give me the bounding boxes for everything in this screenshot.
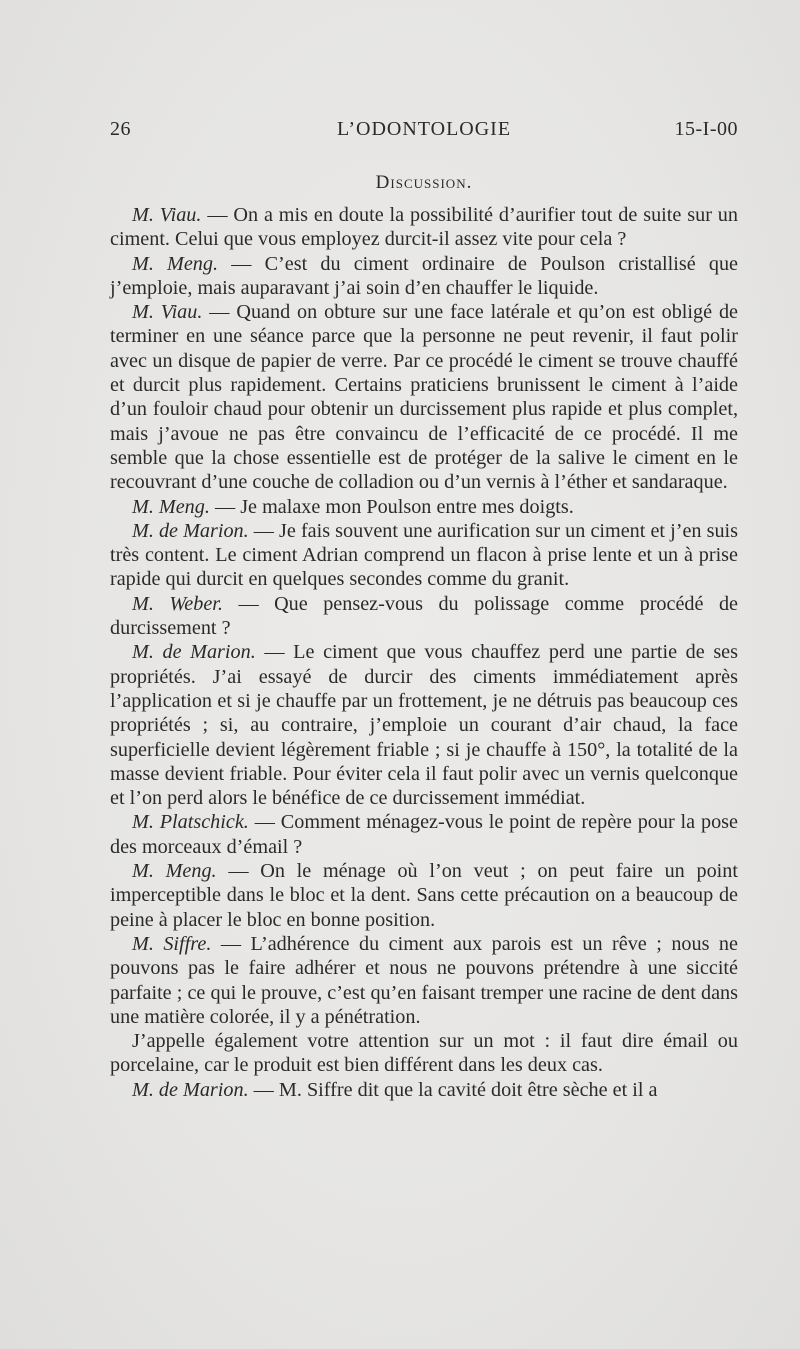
paragraph [110,300,738,494]
paragraph-text: — L’adhérence du ciment aux parois est un rêve ; nous ne pouvons pas le faire adhérer et nous ne pouvons prétendre à une siccité parfaite ; ce qui le prouve, c’est qu’en faisant tremper une racine de dent dans une matière colorée, il y a pénétration. [110,932,738,1028]
paragraph [110,252,738,301]
paragraph [110,859,738,932]
paragraph-text: — Je fais souvent une aurification sur un ciment et j’en suis très content. Le ciment Adrian comprend un flacon à prise lente et un à prise rapide qui durcit en quelques secondes comme du granit. [110,519,738,591]
paragraph [110,495,738,519]
speaker-name: M. Weber. [132,592,223,615]
speaker-name: M. de Marion. [132,1078,249,1101]
paragraph-text: — On le ménage où l’on veut ; on peut faire un point imperceptible dans le bloc et la dent. Sans cette précaution on a beaucoup de peine à placer le bloc en bonne position. [110,860,738,931]
paragraph [110,1078,738,1102]
paragraph-text: J’appelle également votre attention sur un mot : il faut dire émail ou porcelaine, car le produit est bien différent dans les deux cas. [110,1030,738,1077]
journal-title: L’ODONTOLOGIE [336,118,512,140]
speaker-name: M. de Marion. [132,519,249,542]
paragraph-text: — Je malaxe mon Poulson entre mes doigts. [209,495,574,518]
paragraph-text: — On a mis en doute la possibilité d’aurifier tout de suite sur un ciment. Celui que vous employez durcit-il assez vite pour cela ? [110,204,738,251]
paragraph-text: — Le ciment que vous chauffez perd une partie de ses propriétés. J’ai essayé de durcir des ciments immédiatement après l’application et si je chauffe par un frottement, je ne détruis pas beaucoup ces propriétés ; si, au contraire, j’emploie un courant d’air chaud, la face superficielle devient légèrement friable ; si je chauffe à 150°, la totalité de la masse devient friable. Pour éviter cela il faut polir avec un vernis quelconque et l’on perd alors le bénéfice de ce durcissement immédiat. [110,641,739,810]
speaker-name: M. Meng. [132,252,219,275]
paragraph-text: — Comment ménagez-vous le point de repère pour la pose des morceaux d’émail ? [110,811,738,858]
paragraph [110,203,738,252]
speaker-name: M. Meng. [132,495,210,518]
section-title: Discussion. [375,172,473,193]
speaker-name: M. Viau. [132,301,203,324]
paragraph [110,932,738,1029]
paragraph-text: — M. Siffre dit que la cavité doit être sèche et il a [248,1078,658,1101]
speaker-name: M. Meng. [132,860,217,883]
issue-date: 15-I-00 [674,118,738,140]
speaker-name: M. Siffre. [132,932,212,955]
speaker-name: M. Viau. [132,204,202,226]
page-number: 26 [110,118,131,140]
paragraph [110,640,738,810]
paragraph [110,519,738,592]
paragraph [110,810,738,859]
paragraph-text: — Quand on obture sur une face latérale et qu’on est obligé de terminer en une séance parce que la personne ne peut revenir, il faut polir avec un disque de papier de verre. Par ce procédé le ciment se trouve chauffé et durcit plus rapidement. Certains praticiens brunissent le ciment à l’aide d’un fouloir chaud pour obtenir un durcissement plus rapide et plus complet, mais j’avoue ne pas être convaincu de l’efficacité de ce procédé. Il me semble que la chose essentielle est de protéger de la salive le ciment en le recouvrant d’une couche de colladion ou d’un vernis à l’éther et sandaraque. [110,301,738,494]
speaker-name: M. Platschick. [132,811,249,834]
body-text [110,203,738,1102]
paragraph [110,1029,738,1078]
paragraph [110,592,738,641]
running-head [110,118,738,148]
paragraph-text: — Que pensez-vous du polissage comme procédé de durcissement ? [110,592,739,640]
speaker-name: M. de Marion. [132,641,256,664]
paragraph-text: — C’est du ciment ordinaire de Poulson cristallisé que j’emploie, mais auparavant j’ai soin d’en chauffer le liquide. [110,252,738,299]
